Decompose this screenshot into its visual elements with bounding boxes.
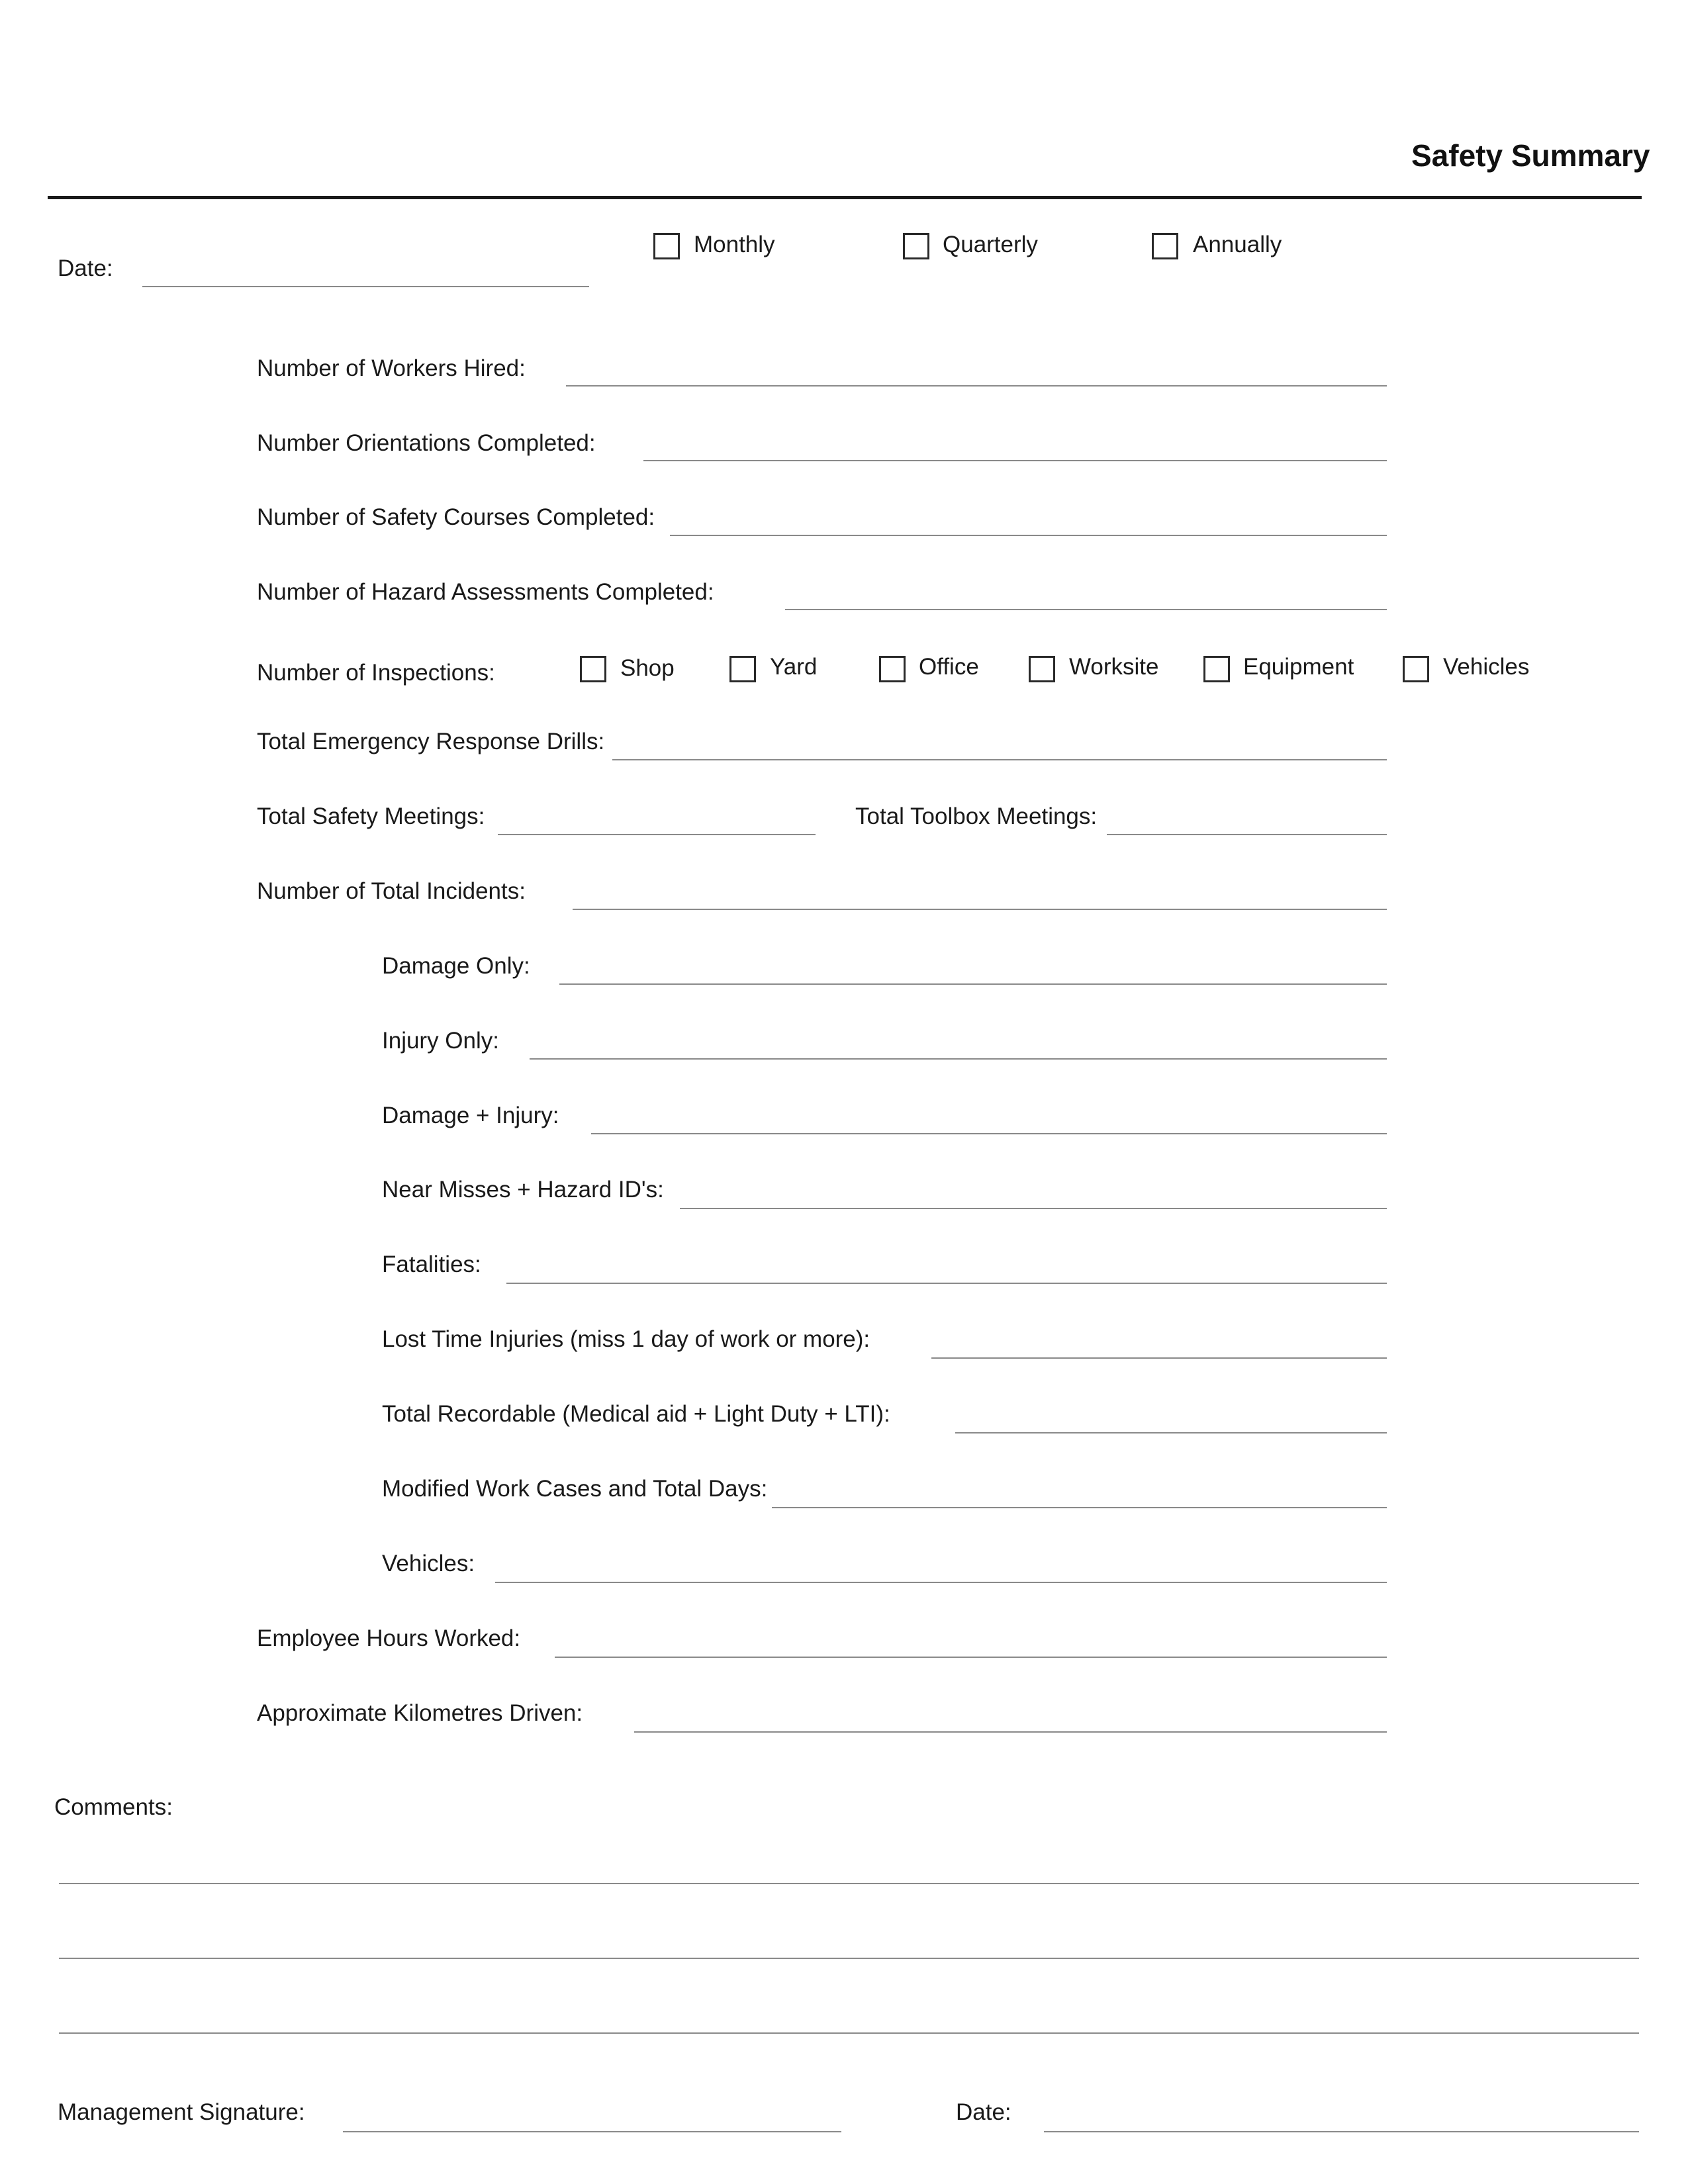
hours-worked-label: Employee Hours Worked: (257, 1625, 521, 1651)
hours-worked-field[interactable] (555, 1657, 1387, 1658)
injury-only-field[interactable] (530, 1058, 1387, 1060)
damage-only-label: Damage Only: (382, 953, 530, 979)
near-misses-label: Near Misses + Hazard ID's: (382, 1177, 664, 1203)
comments-line-2[interactable] (59, 1958, 1639, 1959)
checkbox-yard[interactable] (729, 656, 756, 682)
checkbox-vehicles[interactable] (1403, 656, 1429, 682)
modified-work-label: Modified Work Cases and Total Days: (382, 1476, 768, 1502)
checkbox-office[interactable] (879, 656, 906, 682)
signature-label: Management Signature: (58, 2099, 305, 2125)
fatalities-label: Fatalities: (382, 1251, 481, 1277)
comments-line-1[interactable] (59, 1883, 1639, 1884)
damage-injury-field[interactable] (591, 1133, 1387, 1134)
orientations-field[interactable] (643, 460, 1387, 461)
signoff-date-field[interactable] (1044, 2131, 1639, 2132)
km-driven-field[interactable] (634, 1731, 1387, 1733)
checkbox-shop-label: Shop (620, 655, 675, 681)
checkbox-monthly-label: Monthly (694, 232, 775, 257)
lost-time-field[interactable] (931, 1357, 1387, 1359)
workers-hired-label: Number of Workers Hired: (257, 355, 526, 381)
checkbox-vehicles-label: Vehicles (1443, 654, 1530, 680)
emergency-drills-label: Total Emergency Response Drills: (257, 729, 605, 754)
vehicles-label: Vehicles: (382, 1551, 475, 1576)
checkbox-office-label: Office (919, 654, 979, 680)
total-recordable-field[interactable] (955, 1432, 1387, 1433)
date-label: Date: (58, 255, 113, 281)
near-misses-field[interactable] (680, 1208, 1387, 1209)
checkbox-worksite-label: Worksite (1069, 654, 1159, 680)
checkbox-equipment-label: Equipment (1243, 654, 1354, 680)
safety-meetings-label: Total Safety Meetings: (257, 803, 485, 829)
checkbox-equipment[interactable] (1203, 656, 1230, 682)
comments-label: Comments: (54, 1794, 173, 1820)
checkbox-shop[interactable] (580, 656, 606, 682)
checkbox-quarterly-label: Quarterly (943, 232, 1038, 257)
km-driven-label: Approximate Kilometres Driven: (257, 1700, 583, 1726)
toolbox-meetings-field[interactable] (1107, 834, 1387, 835)
header-divider (48, 196, 1642, 199)
total-incidents-label: Number of Total Incidents: (257, 878, 526, 904)
total-incidents-field[interactable] (573, 909, 1387, 910)
checkbox-worksite[interactable] (1029, 656, 1055, 682)
orientations-label: Number Orientations Completed: (257, 430, 596, 456)
toolbox-meetings-label: Total Toolbox Meetings: (855, 803, 1098, 829)
inspections-label: Number of Inspections: (257, 660, 495, 686)
checkbox-annually[interactable] (1152, 233, 1178, 259)
modified-work-field[interactable] (772, 1507, 1387, 1508)
checkbox-yard-label: Yard (770, 654, 818, 680)
checkbox-annually-label: Annually (1193, 232, 1282, 257)
lost-time-label: Lost Time Injuries (miss 1 day of work or more): (382, 1326, 870, 1352)
date-field[interactable] (142, 286, 589, 287)
hazard-assessments-label: Number of Hazard Assessments Completed: (257, 579, 714, 605)
hazard-assessments-field[interactable] (785, 609, 1387, 610)
emergency-drills-field[interactable] (612, 759, 1387, 760)
safety-courses-label: Number of Safety Courses Completed: (257, 504, 655, 530)
vehicles-field[interactable] (495, 1582, 1387, 1583)
damage-injury-label: Damage + Injury: (382, 1103, 559, 1128)
safety-meetings-field[interactable] (498, 834, 816, 835)
page-title: Safety Summary (1411, 138, 1650, 173)
workers-hired-field[interactable] (566, 385, 1387, 387)
comments-line-3[interactable] (59, 2032, 1639, 2034)
signoff-date-label: Date: (956, 2099, 1011, 2125)
injury-only-label: Injury Only: (382, 1028, 499, 1054)
checkbox-quarterly[interactable] (903, 233, 929, 259)
total-recordable-label: Total Recordable (Medical aid + Light Duty + LTI): (382, 1401, 890, 1427)
signature-field[interactable] (343, 2131, 841, 2132)
checkbox-monthly[interactable] (653, 233, 680, 259)
damage-only-field[interactable] (559, 983, 1387, 985)
fatalities-field[interactable] (506, 1283, 1387, 1284)
safety-courses-field[interactable] (670, 535, 1387, 536)
